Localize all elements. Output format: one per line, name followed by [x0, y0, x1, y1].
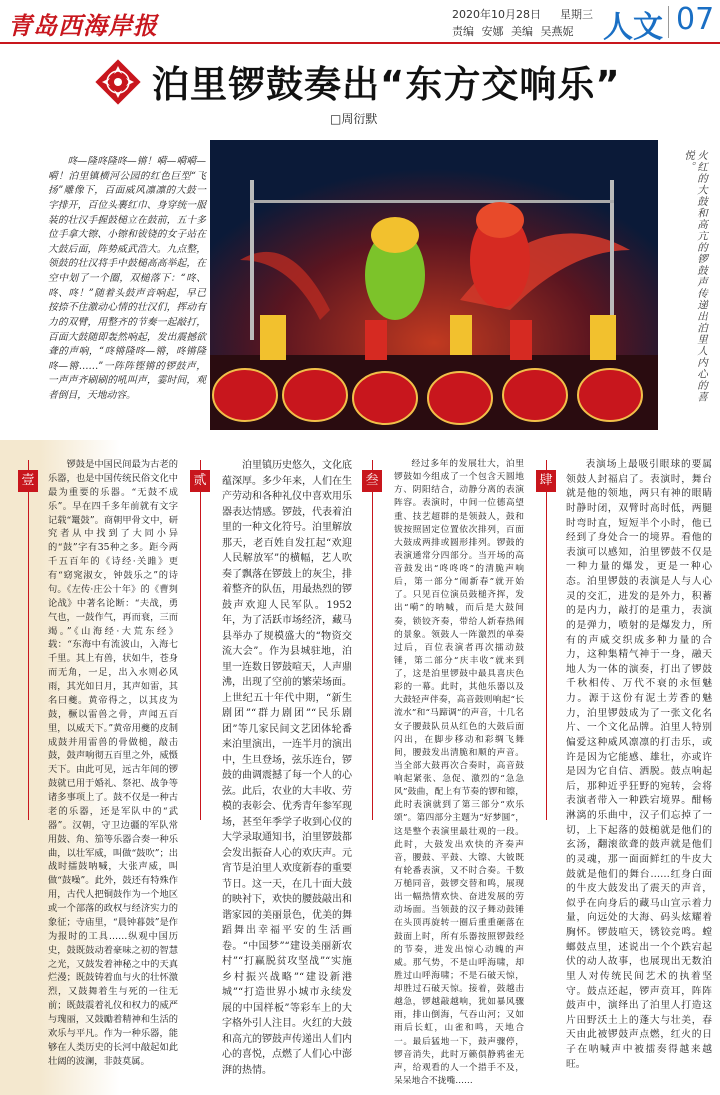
body-text: 表演场上最吸引眼球的要属领鼓人封福启了。表演时，舞台就是他的领地，两只有神的眼睛时静时闭，双臂时高时低，两腿时弯时直，短短半个小时，他已经到了身处合一的境界。看他的表演可以感知，泊里锣鼓不仅是一种力量的爆发，更是一种心态。泊里锣鼓的表演是人与人心灵的交汇，进发的是外力，积蓄的是内力，敲打的是重力，表演的是弹力，喷射的是爆发力，所有的声威交织成多种力量的合力，这种集精气神于一身，融天地人为一体的演奏，打出了锣鼓千秋相传、万代不衰的永恒魅力。源于这份有泥土芳香的魅力，泊里锣鼓成为了一张文化名片、一个文化品牌。泊里人特别偏爱这种威风凛凛的打击乐，或许是因为它能感、雄壮，亦或许是因为它自信、洒脱。鼓点响起后，那种近乎狂野的宛转，会将表演者带入一种跌宕境界。酣畅淋漓的乐曲中，汉子们忘掉了一切，上下起落的鼓槌就是他们的玄汤，翻滚欲聋的鼓声就是他们的灵魂，那一面面鲜红的牛皮大鼓就是他们的舞台……红身白面的牛皮大鼓发出了震天的声音，似乎在向身后的藏马山宣示着力量，向远处的大海、码头炫耀着胸怀。锣鼓喧天，锈铰竞鸣。螳螂鼓点里，述说出一个个跌宕起伏的动人故事，也展现出无数泊里人对传统民间艺术的执着坚守。鼓点还起，锣声贲耳，阵阵鼓声中，演绎出了泊里人打造这片田野沃土上的蓬大与壮美，春天由此被锣鼓声点燃，红火的日子在呐喊声中被擂奏得越来越旺。 — [566, 459, 712, 1070]
section-rule — [372, 460, 373, 820]
body-column — [222, 458, 352, 1078]
intro-paragraph: 咚—隆咚隆咚—锵！嗬—嗬嗬—嗬！泊里镇横河公园的红色巨型“飞扬”雕像下，百面威风凛凛的大鼓一字排开，百位头裹红巾、身穿统一服装的壮汉手握鼓槌立在鼓前，五十多位手拿大镲、小镲和钹铙的女子站在大鼓后面，阵势威武浩大。九点整，领鼓的壮汉将手中鼓槌高高举起，在空中划了一个圈，双槌落下：“咚、咚、咚！”随着头鼓声音响起，早已按捺不住激动心情的壮汉们，挥动有力的双臂，用整齐的节奏一起敲打，百面大鼓随即轰然响起，发出震撼欲聋的声响，“咚锵隆咚—锵，咚锵隆咚—锵……”一阵阵铿锵的锣鼓声，一声声齐刷刷的吼叫声，霎时间，观者倒目，天地动容。 — [48, 156, 206, 401]
section-name: 人文 — [603, 10, 663, 45]
body-text: 经过多年的发展壮大，泊里锣鼓如今组成了一个包含天圆地方、阴阳结合，动静分离的表演阵容。表演时，中间一位德高望重、技艺超群的是领鼓人，鼓和钹按照固定位置依次排列，百面大鼓成两排或圆形排列。锣鼓的表演通常分四部分。当开场的高音鼓发出“咚咚咚”的清脆声响后，第一部分“闹新春”就开始了。只见百位演员鼓槌齐挥，发出“嗬”的呐喊，而后是大鼓间奏，锁铰齐奏，带给人新春热闹的景象。领鼓人一阵激烈的单奏过后，百位表演者再次擂动鼓锤，第二部分“庆丰收”就来到了，这是泊里锣鼓中最具喜庆色彩的一幕。此时，其他乐器以及大鼓轻声伴奏，高音鼓则响起“长流水”和“马蹄调”的声音，十几名女子腰鼓队员从红色的大鼓后面闪出，在脚步移动和彩绸飞舞间，腰鼓发出清脆和顺的声音。当全部大鼓再次合奏时，高音鼓响起紧张、急促、激烈的“急急风”鼓曲，配上有节奏的锣和镲，此时表演就到了第三部分“欢乐颂”。第四部分主题为“好梦圆”，这是整个表演里最壮观的一段。此时，大鼓发出欢快的齐奏声音，腰鼓、平鼓、大镲、大铍既有轮番表演，又不时合奏。千数万槌同音，鼓锣交替和鸣，展现出一幅热情欢快、奋进发展的劳动场面。当领鼓的汉子舞动鼓锤在头顶再旋转一圈后重重砸落在鼓面上时，所有乐器按照锣鼓经的节奏，进发出惊心动魄的声威。那气势，不是山呼海啸，却胜过山呼海啸；不是石破天惊，却胜过石破天惊。接着，鼓越击越急，锣越敲越响，犹如暴风骤雨，排山倒海，气吞山河；又如雨后长虹，山雀和鸣，天地合一。最后猛地一下，鼓声骤停，锣音消失，此时万籁俱静鸦雀无声，给观看的人一个措手不及，呆呆地合不拢嘴…… — [394, 459, 524, 1086]
editor-credits: 责编 安娜 美编 吴燕妮 — [452, 25, 574, 38]
photo-caption: 火红的大鼓和高亢的锣鼓声传递出泊里人内心的喜悦。 — [683, 150, 708, 403]
article-byline: □周衍默 — [330, 112, 378, 126]
section-mark: 壹 — [18, 470, 38, 492]
article-title: 泊里锣鼓奏出“东方交响乐” — [152, 63, 621, 106]
drum-performance-photo — [210, 140, 658, 430]
section-rule — [200, 460, 201, 820]
body-column — [48, 458, 178, 1069]
culture-emblem-icon — [92, 56, 144, 108]
page-number: 07 — [676, 2, 715, 37]
masthead-logo: 青岛西海岸报 — [8, 11, 158, 40]
issue-weekday: 星期三 — [560, 8, 593, 21]
page-header — [0, 0, 720, 44]
section-rule — [28, 460, 29, 820]
body-text: 锣鼓是中国民间最为古老的乐器，也是中国传统民俗文化中最为重要的乐器。“无鼓不成乐”。早在四千多年前就有文字记载“鼍鼓”。商朝甲骨文中，研究者从中找到了大同小异的“鼓”字有35种之多。距今两千五百年的《诗经·关雎》更有“窈窕淑女，钟鼓乐之”的诗句。《左传·庄公十年》的《曹刿论战》中著名论断：“夫战，勇气也，一鼓作气，再而衰，三而竭。”《山海经·大荒东经》载：“东海中有流波山，入海七千里。其上有兽，状如牛，苍身而无角，一足，出入水则必风雨，其光如日月，其声如雷，其名曰夔。黄帝得之，以其皮为鼓，橛以雷兽之骨，声闻五百里，以威天下。”黄帝用夔的皮制成鼓并用雷兽的骨做槌，敲击鼓，鼓声响彻五百里之外，威慑天下。由此可见，远古年间的锣鼓就已用于婚礼、祭祀、战争等诸多事项上了。鼓不仅是一种古老的乐器，还是军队中的“武器”。汉朝，守卫边疆的军队常用鼓、角、笳等乐器合奏一种乐曲，以壮军威，叫做“鼓吹”；出战时擂鼓呐喊，大张声威，叫做“鼓噪”。此外，鼓还有特殊作用，古代人把铜鼓作为一个地区或一个部落的政权与经济实力的象征；寺庙里，“晨钟暮鼓”是作为报时的工具……纵观中国历史，鼓既鼓动着豪味之初的智慧之光，又鼓发着神秘之中的天真烂漫；既鼓铸着血与火的壮怀激烈，又鼓舞着生与死的一往无前；既鼓震着礼仪和权力的威严与瑰丽，又鼓勵着精神和生活的欢乐与平凡。作为一种乐器，能够在人类历史的长河中敲起如此壮阔的波澜，非鼓莫属。 — [48, 459, 178, 1067]
body-column — [566, 458, 712, 1072]
body-text: 泊里镇历史悠久，文化底蕴深厚。多少年来，人们在生产劳动和各种礼仪中喜欢用乐器表达情感。锣鼓，代表着泊里的一种文化符号。泊里解放那天，老百姓自发扛起“欢迎人民解放军”的横幅，艺人吹奏了飘落在锣鼓上的灰尘，排着整齐的队伍，用最热烈的锣鼓声欢迎人民军队。1952年，为了活跃市场经济，藏马县举办了规模盛大的“物资交流大会”。作为县城驻地，泊里一连数日锣鼓喧天，人声鼎沸，出现了空前的繁荣场面。上世纪五十年代中期，“新生剧团”“群力剧团”“民乐剧团”等几家民间文艺团体轮番来泊里演出，一连半月的演出中，生旦登场，弦乐连台，锣鼓的曲调震撼了每一个人的心弦。此后，农业的大丰收、劳模的表彰会、优秀青年参军现场，甚至年季学子收到心仪的大学录取通知书，泊里锣鼓都会发出振奋人心的欢庆声。元宵节是泊里人欢度新春的重要节日。这一天，在几十面大鼓的映衬下，欢快的腰鼓敲出和谐家园的美丽景色，优美的舞蹈舞出幸福平安的生活画卷。“中国梦”“建设美丽新农村”“打赢脱贫攻坚战”“实施乡村振兴战略”“建设新港城”“打造世界小城市永续发展的中国样板”等彩车上的大字格外引人注目。火红的大鼓和高亢的锣鼓声传递出人们内心的喜悦，点燃了人们心中澎湃的热情。 — [222, 460, 352, 1076]
article-intro — [48, 155, 206, 404]
header-divider — [668, 6, 669, 38]
body-column — [394, 458, 524, 1088]
section-mark: 贰 — [190, 470, 210, 492]
issue-date: 2020年10月28日 — [452, 8, 541, 21]
section-mark: 叁 — [362, 470, 382, 492]
section-mark: 肆 — [536, 470, 556, 492]
section-rule — [546, 460, 547, 820]
